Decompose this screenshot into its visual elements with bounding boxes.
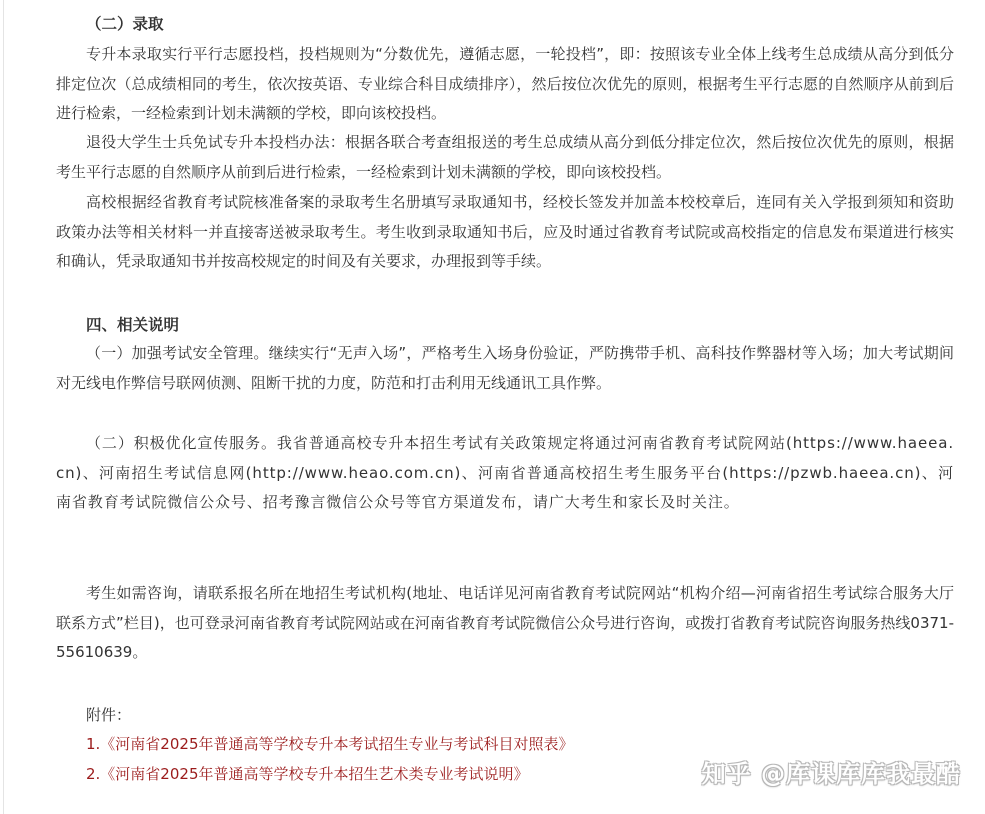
section-heading-notes: 四、相关说明 bbox=[86, 316, 180, 334]
section-heading-admission: （二）录取 bbox=[86, 15, 164, 33]
paragraph-veteran-rules: 退役大学生士兵免试专升本投档办法：根据各联合考查组报送的考生总成绩从高分到低分排定位次，然后按位次优先的原则，根据考生平行志愿的自然顺序从前到后进行检索，一经检索到计划未满额的学校，即向该校投档。 bbox=[56, 133, 954, 181]
attachment-link-2[interactable]: 2.《河南省2025年普通高等学校专升本招生艺术类专业考试说明》 bbox=[86, 765, 529, 783]
paragraph-consultation: 考生如需咨询，请联系报名所在地招生考试机构(地址、电话详见河南省教育考试院网站“机构介绍—河南省招生考试综合服务大厅联系方式”栏目)，也可登录河南省教育考试院网站或在河南省教育考试院微信公众号进行咨询，或拨打省教育考试院咨询服务热线0371-55610639。 bbox=[56, 584, 954, 661]
paragraph-publicity-service: （二）积极优化宣传服务。我省普通高校专升本招生考试有关政策规定将通过河南省教育考试院网站(https://www.haeea.cn)、河南招生考试信息网(http://www.heao.com.cn)、河南省普通高校招生考生服务平台(https://pzwb.haeea.cn)、河南省教育考试院微信公众号、招考豫言微信公众号等官方渠道发布，请广大考生和家长及时关注。 bbox=[56, 434, 954, 511]
paragraph-exam-security: （一）加强考试安全管理。继续实行“无声入场”，严格考生入场身份验证，严防携带手机、高科技作弊器材等入场；加大考试期间对无线电作弊信号联网侦测、阻断干扰的力度，防范和打击利用无线通讯工具作弊。 bbox=[56, 344, 954, 392]
attachments-label: 附件： bbox=[86, 706, 132, 724]
paragraph-admission-notice: 高校根据经省教育考试院核准备案的录取考生名册填写录取通知书，经校长签发并加盖本校校章后，连同有关入学报到须知和资助政策办法等相关材料一并直接寄送被录取考生。考生收到录取通知书后，应及时通过省教育考试院或高校指定的信息发布渠道进行核实和确认，凭录取通知书并按高校规定的时间及有关要求，办理报到等手续。 bbox=[56, 193, 954, 270]
attachment-link-1[interactable]: 1.《河南省2025年普通高等学校专升本考试招生专业与考试科目对照表》 bbox=[86, 735, 574, 753]
paragraph-admission-rules: 专升本录取实行平行志愿投档，投档规则为“分数优先，遵循志愿，一轮投档”，即：按照该专业全体上线考生总成绩从高分到低分排定位次（总成绩相同的考生，依次按英语、专业综合科目成绩排序），然后按位次优先的原则，根据考生平行志愿的自然顺序从前到后进行检索，一经检索到计划未满额的学校，即向该校投档。 bbox=[56, 45, 954, 122]
left-border-line bbox=[3, 0, 4, 814]
zhihu-watermark: 知乎 @库课库库我最酷 bbox=[701, 760, 961, 788]
